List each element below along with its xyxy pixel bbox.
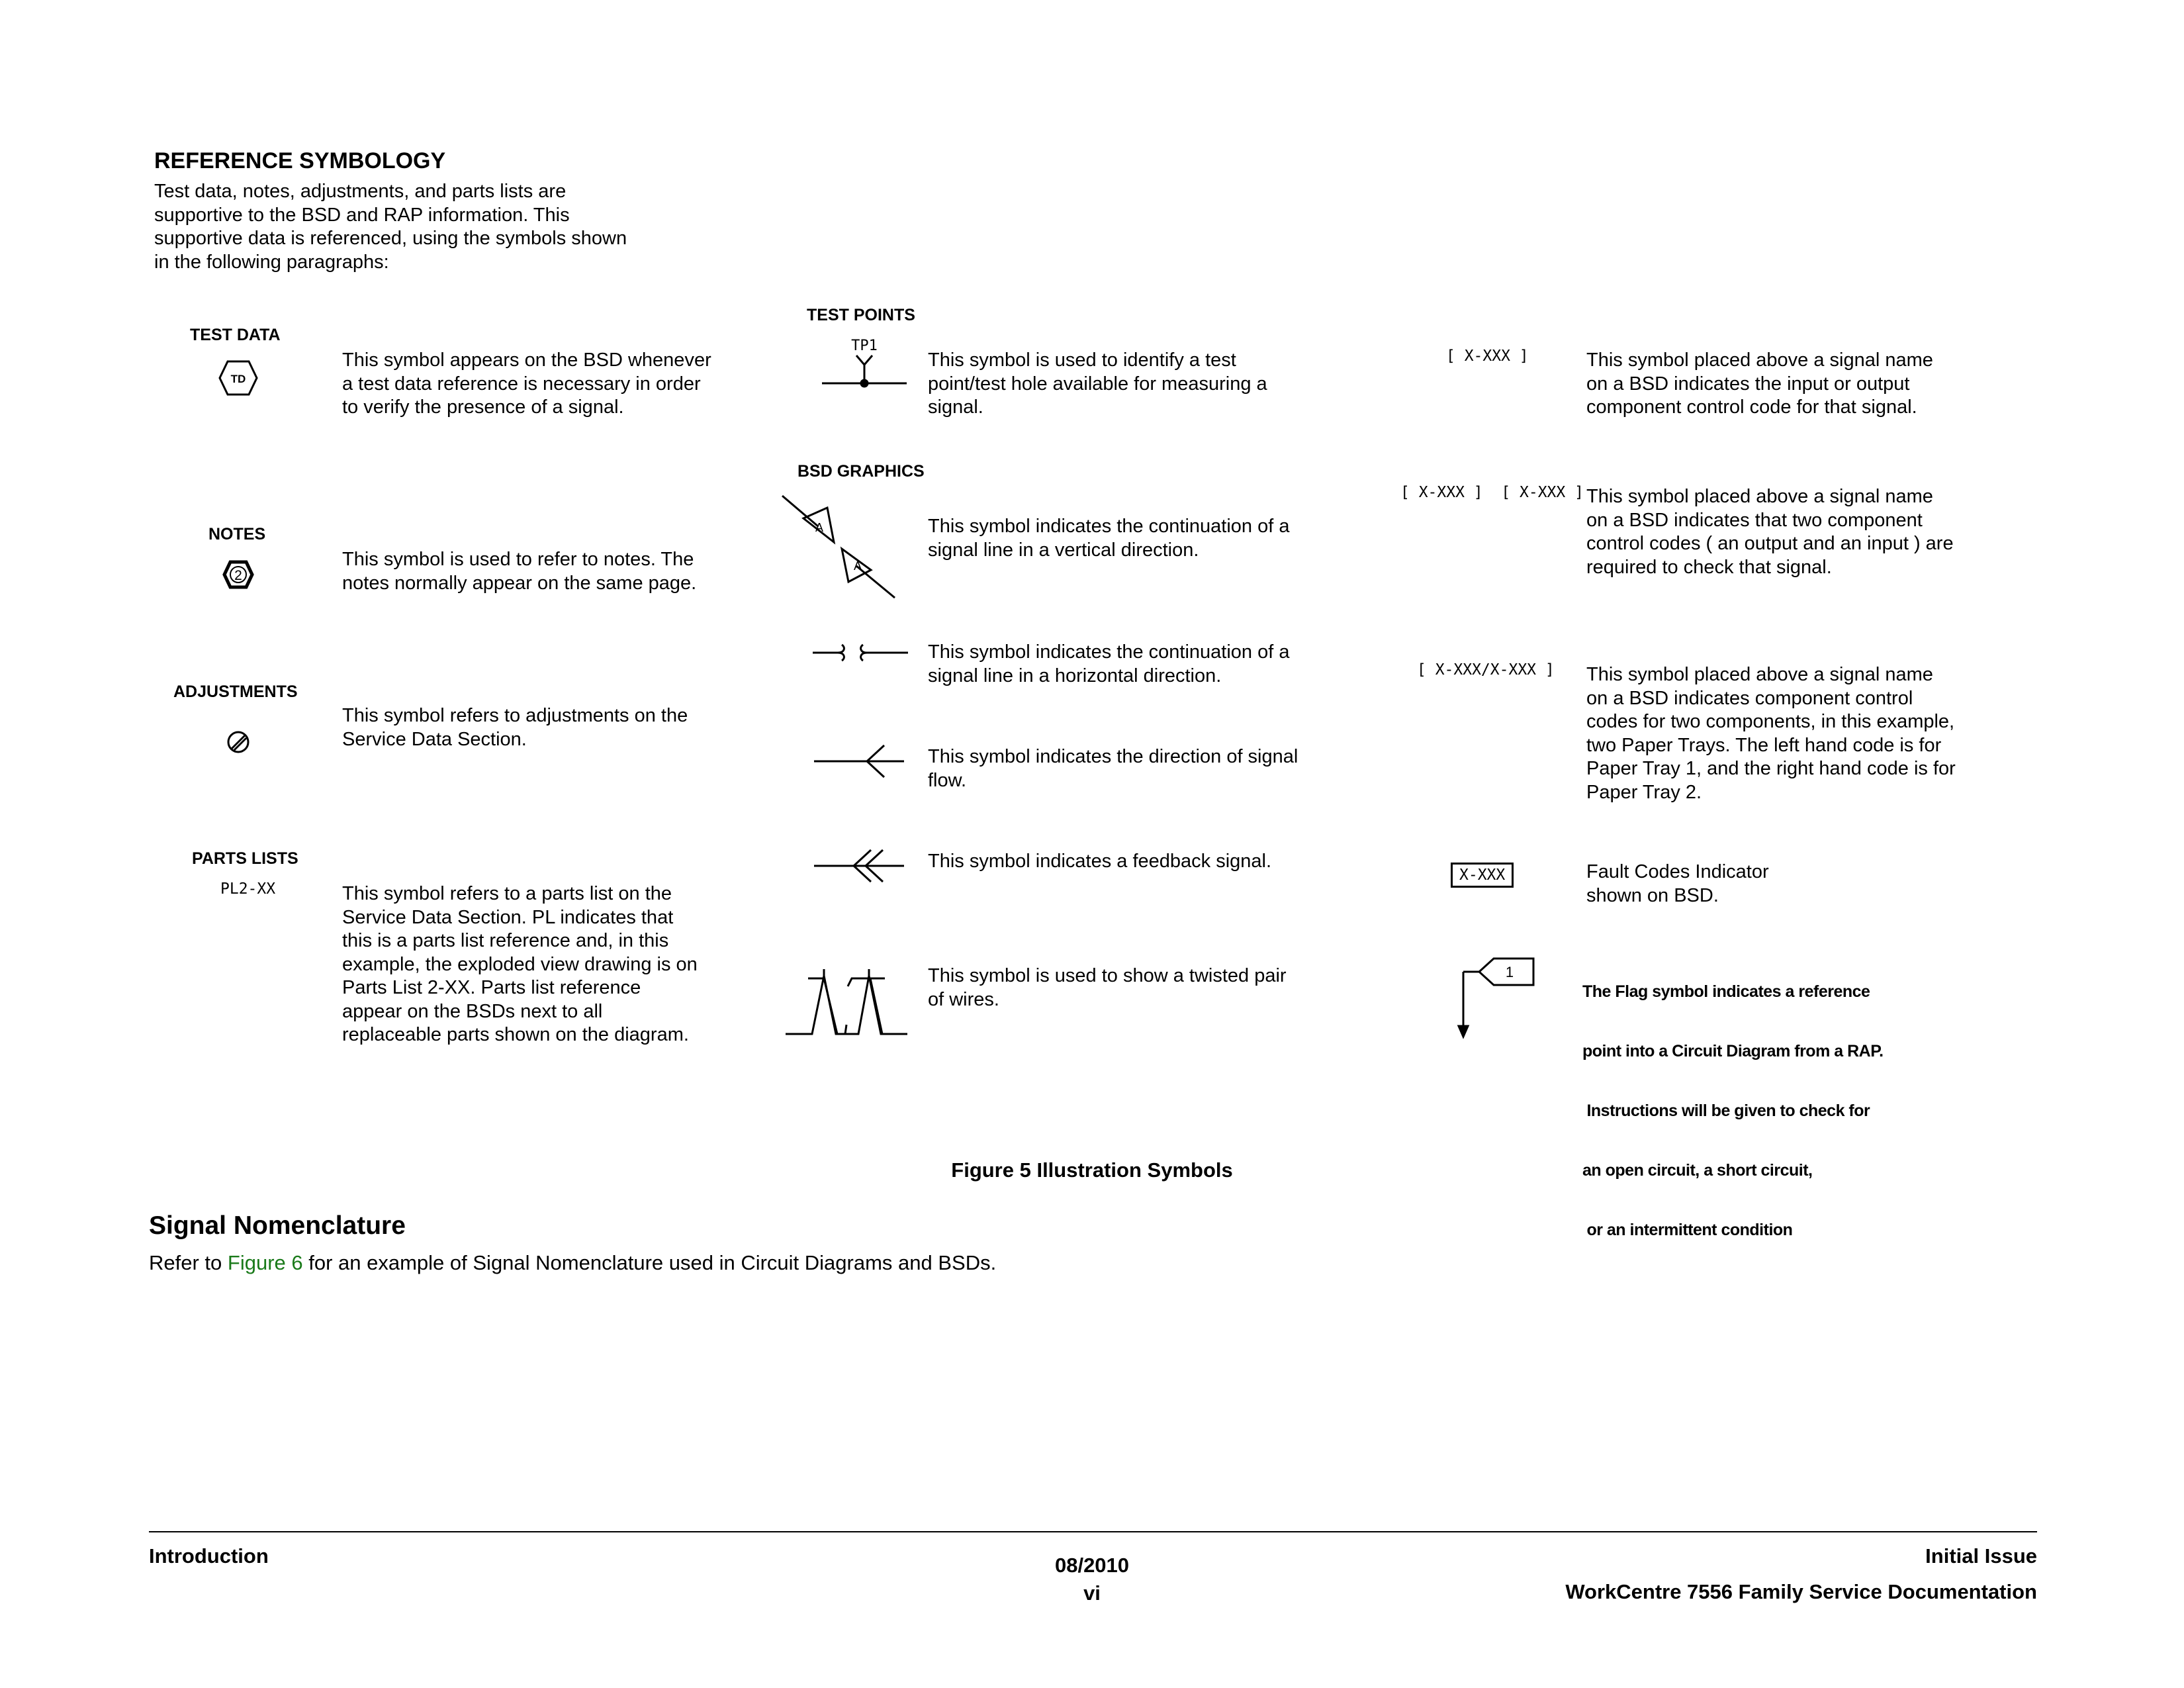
twisted-pair-description: This symbol is used to show a twisted pair of wires. (928, 965, 1287, 1010)
flag-number: 1 (1505, 964, 1514, 980)
adjustment-icon (226, 730, 250, 754)
slash-control-codes: [ X-XXX/X-XXX ] (1417, 661, 1555, 679)
feedback-arrow-icon (813, 849, 905, 883)
fault-code-description: Fault Codes Indicator shown on BSD. (1586, 861, 1769, 906)
figure-caption: Figure 5 Illustration Symbols (951, 1158, 1233, 1182)
flag-description (1582, 942, 1884, 1260)
two-control-codes: [ X-XXX ] [ X-XXX ] (1400, 484, 1584, 501)
single-control-code-description: This symbol placed above a signal name on a BSD indicates the input or output component control code for that signal. (1586, 350, 1933, 418)
fault-code-indicator-box: X-XXX (1451, 863, 1514, 888)
signal-nomenclature-heading: Signal Nomenclature (149, 1211, 406, 1240)
intro-paragraph: Test data, notes, adjustments, and parts lists are supportive to the BSD and RAP information. This supportive data is referenced, using the symbols shown in the following paragraphs: (154, 181, 627, 273)
flag-description-line: or an intermittent condition (1582, 1221, 1793, 1239)
twisted-pair-symbol-icon (784, 966, 910, 1037)
single-control-code: [ X-XXX ] (1446, 348, 1529, 365)
footer-section: Introduction (149, 1544, 269, 1568)
test-points-description: This symbol is used to identify a test point/test hole available for measuring a signal. (928, 350, 1267, 418)
footer-date: 08/2010 (1054, 1554, 1130, 1577)
vertical-continuation-letter: A (815, 521, 824, 534)
test-data-label: TEST DATA (190, 326, 281, 344)
signal-text-post: for an example of Signal Nomenclature used in Circuit Diagrams and BSDs. (302, 1251, 997, 1274)
test-data-icon-text: TD (230, 373, 246, 385)
parts-list-code: PL2-XX (220, 880, 276, 898)
adjustments-description: This symbol refers to adjustments on the Service Data Section. (342, 705, 688, 750)
parts-lists-description: This symbol refers to a parts list on the Service Data Section. PL indicates that this is a parts list reference and, in this example, the exploded view drawing is on Parts List 2-XX. Parts list reference appear on the BSDs next to all replaceable parts shown on the diagram. (342, 883, 698, 1045)
adjustments-label: ADJUSTMENTS (173, 682, 298, 701)
test-data-hexagon-icon (218, 360, 258, 396)
test-data-description: This symbol appears on the BSD whenever a test data reference is necessary in order to verify the presence of a signal. (342, 350, 711, 418)
horizontal-continuation-description: This symbol indicates the continuation of a signal line in a horizontal direction. (928, 641, 1290, 686)
svg-text:A: A (853, 559, 862, 573)
signal-nomenclature-text (149, 1251, 996, 1275)
notes-description: This symbol is used to refer to notes. The notes normally appear on the same page. (342, 549, 697, 594)
slash-control-codes-description: This symbol placed above a signal name on a BSD indicates component control codes for two components, in this example, two Paper Trays. The left hand code is for Paper Tray 1, and the right hand code is for Paper Tray 2. (1586, 664, 1956, 803)
footer-doc-title: WorkCentre 7556 Family Service Documentation (1565, 1580, 2037, 1603)
flag-description-line: Instructions will be given to check for (1582, 1102, 1870, 1120)
notes-label: NOTES (208, 525, 266, 543)
parts-lists-label: PARTS LISTS (192, 849, 298, 868)
footer-issue: Initial Issue (1925, 1544, 2037, 1568)
signal-text-pre: Refer to (149, 1251, 228, 1274)
notes-icon-text: 2 (234, 568, 242, 583)
flag-symbol-icon (1453, 952, 1539, 1039)
flag-description-line: an open circuit, a short circuit, (1582, 1161, 1813, 1180)
two-control-codes-description: This symbol placed above a signal name on a BSD indicates that two component control codes ( an output and an input ) are required to check that signal. (1586, 486, 1954, 578)
figure-6-link[interactable]: Figure 6 (227, 1251, 303, 1274)
footer-page-number: vi (1083, 1581, 1101, 1605)
test-points-label: TEST POINTS (807, 306, 915, 324)
notes-hexagon-icon (223, 561, 253, 588)
vertical-continuation-description: This symbol indicates the continuation of a signal line in a vertical direction. (928, 516, 1290, 561)
flag-description-line: The Flag symbol indicates a reference (1582, 982, 1870, 1001)
flag-description-line: point into a Circuit Diagram from a RAP. (1582, 1042, 1884, 1060)
signal-direction-arrow-icon (813, 744, 905, 778)
horizontal-continuation-symbol-icon (811, 642, 911, 665)
footer-divider (149, 1531, 2037, 1532)
bsd-graphics-label: BSD GRAPHICS (797, 462, 925, 481)
signal-direction-description: This symbol indicates the direction of signal flow. (928, 746, 1298, 791)
vertical-continuation-symbol-icon (781, 493, 900, 599)
section-title: REFERENCE SYMBOLOGY (154, 148, 446, 173)
test-point-symbol-icon (821, 334, 913, 387)
test-point-tp-label: TP1 (851, 338, 878, 354)
feedback-description: This symbol indicates a feedback signal. (928, 851, 1272, 872)
